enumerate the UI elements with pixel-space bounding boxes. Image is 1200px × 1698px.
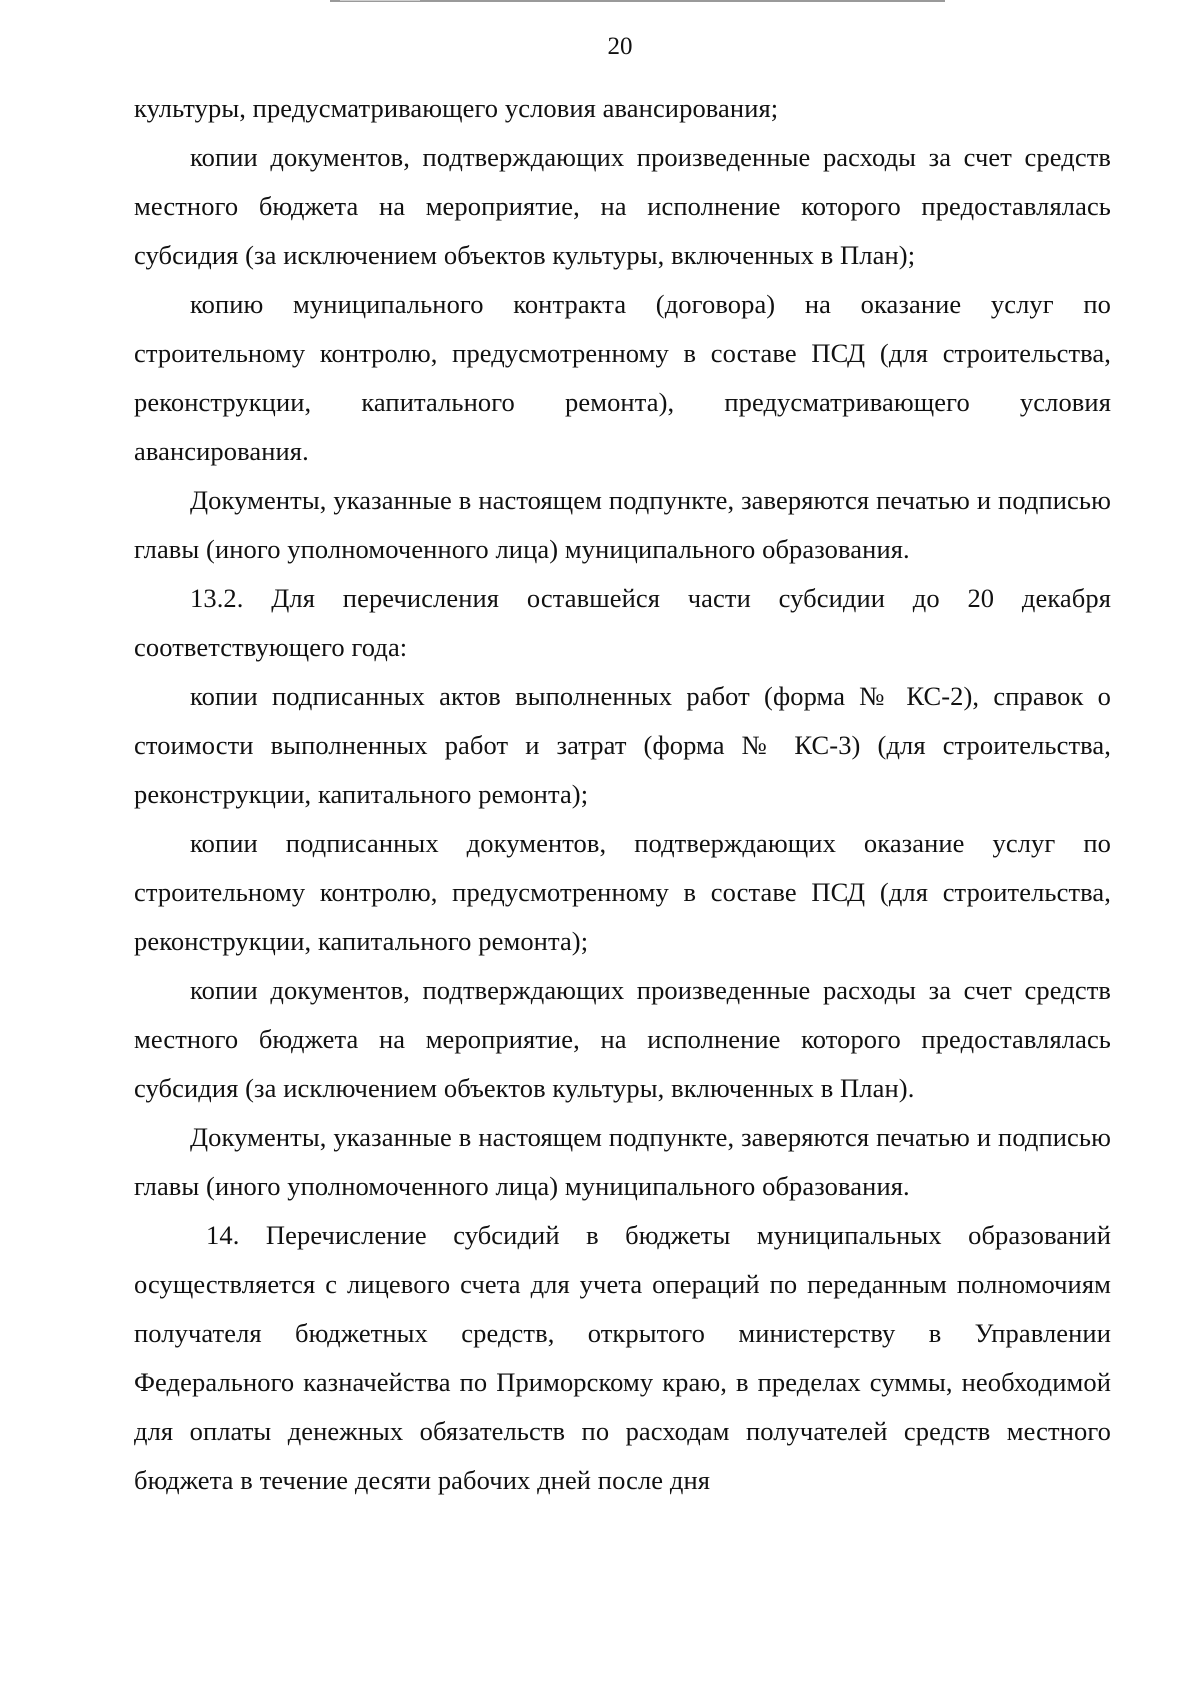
paragraph-section-14: 14. Перечисление субсидий в бюджеты муниципальных образований осуществляется с лицевого счета для учета операций по переданным полномочиям получателя бюджетных средств, открытого министерству в Управлении Федерального казначейства по Приморскому краю, в пределах суммы, необходимой для оплаты денежных обязательств по расходам получателей средств местного бюджета в течение десяти рабочих дней после дня bbox=[134, 1220, 1111, 1495]
paragraph-section-13-2: 13.2. Для перечисления оставшейся части субсидии до 20 декабря соответствующего года: bbox=[134, 583, 1111, 662]
paragraph-expense-documents-2: копии документов, подтверждающих произведенные расходы за счет средств местного бюджета на мероприятие, на исполнение которого предоставлялась субсидия (за исключением объектов культуры, включенных в План). bbox=[134, 975, 1111, 1103]
top-scan-rule-faint bbox=[340, 0, 420, 1]
paragraph-continuation: культуры, предусматривающего условия авансирования; bbox=[134, 93, 779, 123]
paragraph-certification: Документы, указанные в настоящем подпункте, заверяются печатью и подписью главы (иного уполномоченного лица) муниципального образования. bbox=[134, 485, 1111, 564]
paragraph-construction-control-contract: копию муниципального контракта (договора) на оказание услуг по строительному контролю, предусмотренному в составе ПСД (для строительства, реконструкции, капитального ремонта), предусматривающего условия авансирования. bbox=[134, 289, 1111, 466]
page-number: 20 bbox=[607, 33, 633, 60]
document-body bbox=[134, 84, 1111, 1505]
top-scan-rule bbox=[330, 0, 945, 2]
paragraph-control-services: копии подписанных документов, подтверждающих оказание услуг по строительному контролю, предусмотренному в составе ПСД (для строительства, реконструкции, капитального ремонта); bbox=[134, 828, 1111, 956]
paragraph-ks-forms: копии подписанных актов выполненных работ (форма № КС-2), справок о стоимости выполненных работ и затрат (форма № КС-3) (для строительства, реконструкции, капитального ремонта); bbox=[134, 681, 1111, 809]
paragraph-certification-2: Документы, указанные в настоящем подпункте, заверяются печатью и подписью главы (иного уполномоченного лица) муниципального образования. bbox=[134, 1122, 1111, 1201]
paragraph-expense-documents: копии документов, подтверждающих произведенные расходы за счет средств местного бюджета на мероприятие, на исполнение которого предоставлялась субсидия (за исключением объектов культуры, включенных в План); bbox=[134, 142, 1111, 270]
